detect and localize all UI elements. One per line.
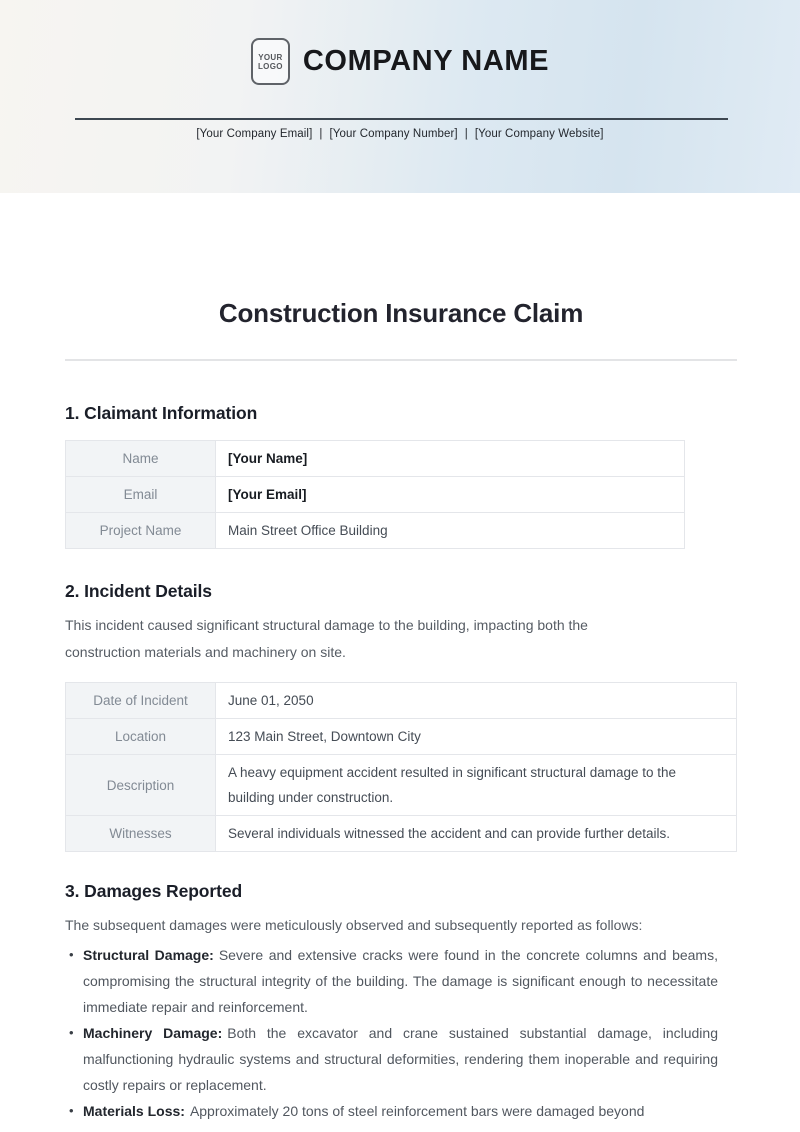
contact-separator: | — [464, 128, 468, 140]
table-row — [66, 683, 737, 719]
table-row — [66, 719, 737, 755]
contact-separator: | — [319, 128, 323, 140]
document-body — [0, 297, 800, 1124]
section-heading-claimant: 1. Claimant Information — [65, 403, 258, 423]
row-label-project-name: Project Name — [66, 513, 216, 549]
logo-text-line1: YOUR — [258, 52, 283, 62]
project-name-value: Main Street Office Building — [216, 513, 685, 549]
claimant-table — [65, 440, 685, 549]
incident-table — [65, 682, 737, 852]
company-logo-placeholder[interactable] — [251, 38, 290, 85]
damages-list — [65, 942, 737, 1124]
table-row — [66, 755, 737, 816]
title-divider — [65, 359, 737, 361]
row-label-witnesses: Witnesses — [66, 816, 216, 852]
table-row — [66, 816, 737, 852]
table-row — [66, 513, 685, 549]
bullet-text: Approximately 20 tons of steel reinforcement bars were damaged beyond — [189, 1103, 645, 1119]
damages-intro-text: The subsequent damages were meticulously observed and subsequently reported as follows: — [65, 917, 643, 933]
company-email-placeholder[interactable]: [Your Company Email] — [196, 128, 313, 140]
header-divider — [75, 118, 728, 120]
list-item-machinery-damage — [65, 1020, 718, 1098]
section-damages-reported — [65, 879, 737, 1124]
table-row — [66, 477, 685, 513]
bullet-label: Structural Damage: — [83, 947, 214, 963]
date-of-incident-value: June 01, 2050 — [216, 683, 737, 719]
row-label-description: Description — [66, 755, 216, 816]
section-heading-damages: 3. Damages Reported — [65, 881, 243, 901]
company-number-placeholder[interactable]: [Your Company Number] — [329, 128, 458, 140]
letterhead — [0, 0, 800, 193]
description-value: A heavy equipment accident resulted in significant structural damage to the building under construction. — [216, 755, 737, 816]
document-title: Construction Insurance Claim — [218, 298, 584, 328]
row-label-location: Location — [66, 719, 216, 755]
logo-text-line2: LOGO — [258, 61, 283, 71]
name-field[interactable]: [Your Name] — [216, 441, 685, 477]
table-row — [66, 441, 685, 477]
section-claimant-information — [65, 401, 737, 549]
bullet-label: Machinery Damage: — [83, 1025, 223, 1041]
witnesses-value: Several individuals witnessed the accident and can provide further details. — [216, 816, 737, 852]
company-website-placeholder[interactable]: [Your Company Website] — [474, 128, 604, 140]
section-incident-details — [65, 579, 737, 852]
email-field[interactable]: [Your Email] — [216, 477, 685, 513]
contact-line — [0, 128, 800, 140]
list-item-materials-loss — [65, 1098, 718, 1124]
bullet-label: Materials Loss: — [83, 1103, 185, 1119]
row-label-name: Name — [66, 441, 216, 477]
location-value: 123 Main Street, Downtown City — [216, 719, 737, 755]
bullet-text: Both the excavator and crane sustained substantial damage, including malfunctioning hydraulic systems and structural deformities, rendering them inoperable and requiring costly repairs or replacement. — [83, 1025, 718, 1093]
incident-intro-text: This incident caused significant structural damage to the building, impacting both the construction materials and machinery on site. — [65, 617, 588, 660]
row-label-email: Email — [66, 477, 216, 513]
bullet-text: Severe and extensive cracks were found in the concrete columns and beams, compromising the structural integrity of the building. The damage is significant enough to necessitate immediate repair and reinforcement. — [83, 947, 718, 1015]
section-heading-incident: 2. Incident Details — [65, 581, 212, 601]
company-name: COMPANY NAME — [302, 45, 550, 77]
row-label-date-of-incident: Date of Incident — [66, 683, 216, 719]
brand-row — [0, 0, 800, 85]
list-item-structural-damage — [65, 942, 718, 1020]
